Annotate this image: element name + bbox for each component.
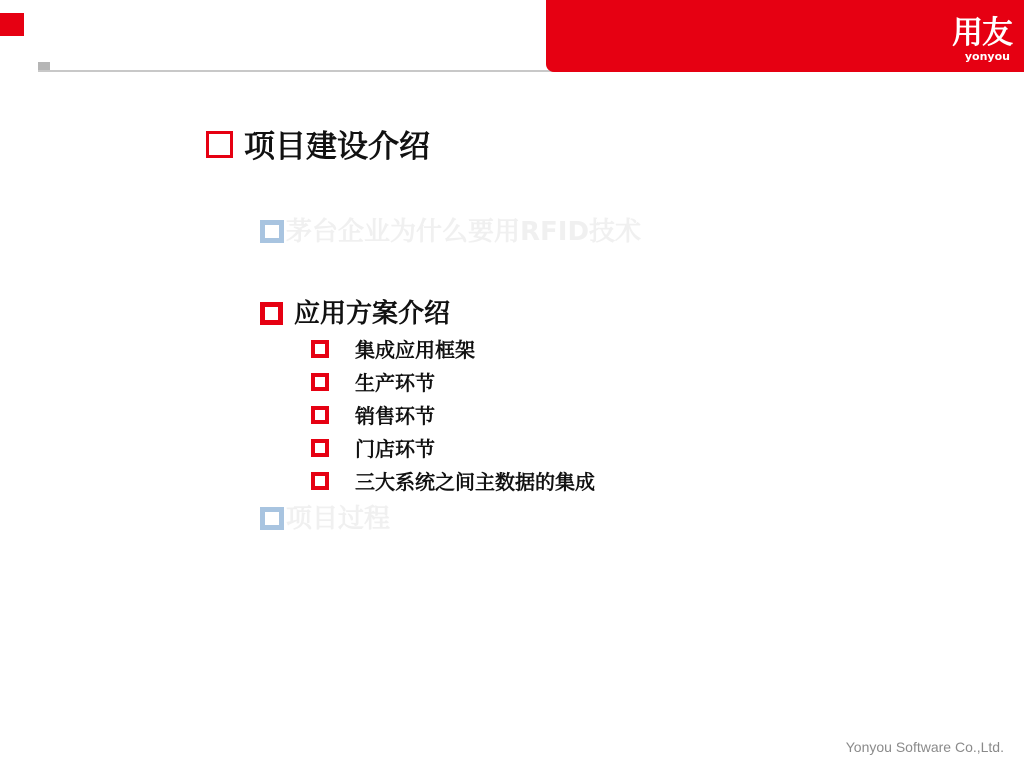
subitem-bullet-icon [311, 439, 329, 457]
subitem-framework: 集成应用框架 [355, 338, 475, 362]
subitem-bullet-icon [311, 340, 329, 358]
subitem-bullet-icon [311, 406, 329, 424]
active-bullet-icon [260, 302, 283, 325]
subitem-sales: 销售环节 [355, 404, 435, 428]
brand-logo-subtext: yonyou [964, 50, 1010, 63]
agenda-item-solution: 应用方案介绍 [294, 299, 451, 329]
subitem-master-data: 三大系统之间主数据的集成 [355, 470, 595, 494]
subitem-bullet-icon [311, 472, 329, 490]
faded-bullet-icon [260, 507, 284, 530]
footer-company: Yonyou Software Co.,Ltd. [845, 739, 1004, 755]
corner-accent-square [0, 13, 24, 36]
subitem-production: 生产环节 [355, 371, 435, 395]
agenda-item-rfid: 茅台企业为什么要用RFID技术 [286, 217, 642, 247]
faded-bullet-icon [260, 220, 284, 243]
brand-header-bar [546, 0, 1024, 72]
subitem-store: 门店环节 [355, 437, 435, 461]
brand-logo-text: 用友 [952, 15, 1012, 51]
title-bullet-icon [206, 131, 233, 158]
agenda-item-process: 项目过程 [286, 504, 391, 534]
subitem-bullet-icon [311, 373, 329, 391]
header-divider [38, 70, 558, 72]
slide-title: 项目建设介绍 [244, 129, 430, 165]
